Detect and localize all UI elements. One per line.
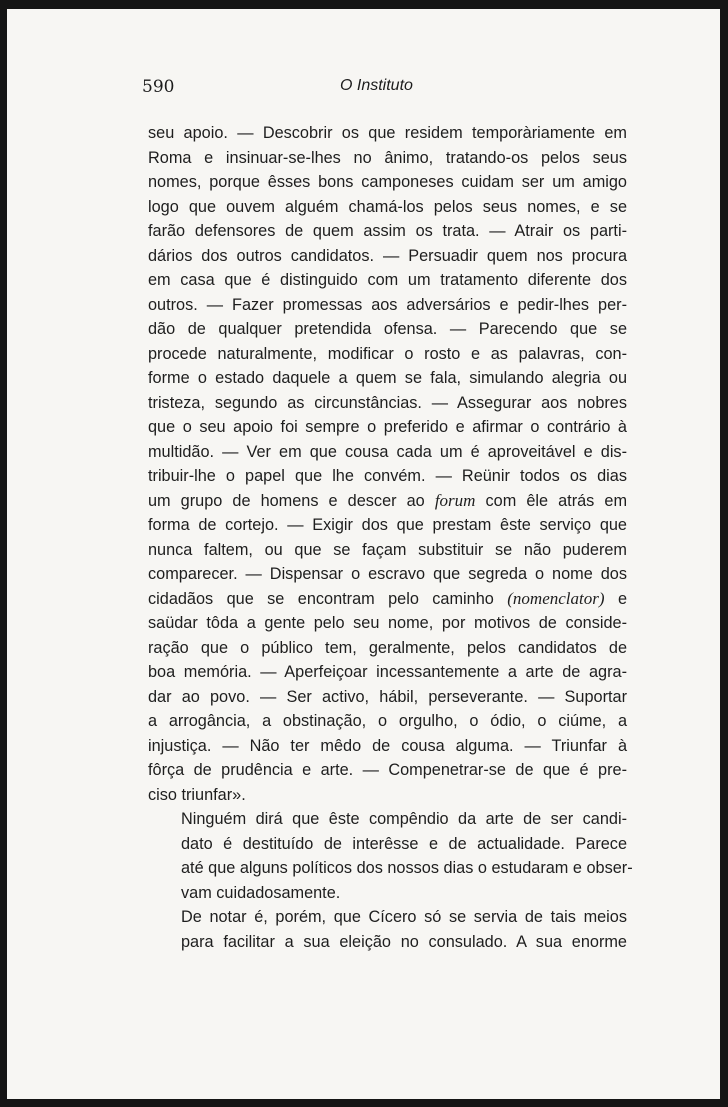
text-line: vam cuidadosamente. [181, 883, 341, 902]
text-segment: cidadãos que se encontram pelo caminho [148, 589, 494, 608]
text-segment: e [617, 589, 627, 608]
text-segment: com êle atrás em [485, 491, 628, 510]
text-line: seu apoio. — Descobrir os que residem temporàriamente em [148, 124, 627, 142]
text-line: Roma e insinuar-se-lhes no ânimo, tratando-os pelos seus [148, 148, 627, 167]
body-text [148, 121, 633, 954]
text-line: a arrogância, a obstinação, o orgulho, o ódio, o ciúme, a [148, 712, 627, 730]
text-line-nomenclator [148, 587, 627, 612]
text-line: dar ao povo. — Ser activo, hábil, perseverante. — Suportar [148, 687, 627, 706]
text-line: forma de cortejo. — Exigir dos que prestam êste serviço que [148, 516, 627, 534]
running-head [7, 73, 720, 101]
text-line: comparecer. — Dispensar o escravo que segreda o nome dos [148, 565, 627, 583]
text-line: nunca faltem, ou que se façam substituir se não puderem [148, 540, 627, 559]
text-line-forum [148, 489, 627, 514]
latin-term-forum: forum [434, 490, 476, 510]
page-number: 590 [142, 77, 175, 97]
paragraph [148, 121, 627, 807]
text-line: De notar é, porém, que Cícero só se servia de tais meios [181, 908, 627, 926]
text-line: que o seu apoio foi sempre o preferido e afirmar o contrário à [148, 418, 627, 436]
paragraph [148, 905, 627, 954]
text-line: fôrça de prudência e arte. — Compenetrar-se de que é pre- [148, 761, 627, 779]
text-line: saüdar tôda a gente pelo seu nome, por motivos de conside- [148, 614, 627, 632]
paragraph [148, 807, 633, 905]
text-line: ração que o público tem, geralmente, pelos candidatos de [148, 638, 627, 657]
text-line: dato é destituído de interêsse e de actualidade. Parece [181, 834, 627, 853]
text-line: logo que ouvem alguém chamá-los pelos seus nomes, e se [148, 197, 627, 216]
text-line: boa memória. — Aperfeiçoar incessantemente a arte de agra- [148, 663, 627, 681]
text-line: procede naturalmente, modificar o rosto e as palavras, con- [148, 344, 627, 363]
text-line: injustiça. — Não ter mêdo de cousa alguma. — Triunfar à [148, 736, 627, 755]
text-line: nomes, porque êsses bons camponeses cuidam ser um amigo [148, 173, 627, 191]
text-line: dários dos outros candidatos. — Persuadir quem nos procura [148, 246, 627, 265]
text-line: forme o estado daquele a quem se fala, simulando alegria ou [148, 369, 627, 387]
book-page [7, 9, 720, 1099]
text-line: outros. — Fazer promessas aos adversários e pedir-lhes per- [148, 295, 627, 314]
text-line: multidão. — Ver em que cousa cada um é aproveitável e dis- [148, 442, 627, 461]
text-line: em casa que é distinguido com um tratamento diferente dos [148, 271, 627, 289]
text-line: farão defensores de quem assim os trata. — Atrair os parti- [148, 222, 627, 240]
journal-title: O Instituto [340, 77, 413, 94]
text-line: tristeza, segundo as circunstâncias. — Assegurar aos nobres [148, 393, 627, 412]
text-segment: um grupo de homens e descer ao [148, 491, 425, 510]
text-line: até que alguns políticos dos nossos dias o estudaram e obser- [181, 859, 633, 877]
latin-term-nomenclator: (nomenclator) [507, 588, 605, 608]
text-line: ciso triunfar». [148, 785, 246, 804]
text-line: para facilitar a sua eleição no consulado. A sua enorme [181, 932, 627, 951]
text-line: dão de qualquer pretendida ofensa. — Parecendo que se [148, 320, 627, 338]
text-line: tribuir-lhe o papel que lhe convém. — Reünir todos os dias [148, 467, 627, 485]
text-line: Ninguém dirá que êste compêndio da arte de ser candi- [181, 810, 627, 828]
